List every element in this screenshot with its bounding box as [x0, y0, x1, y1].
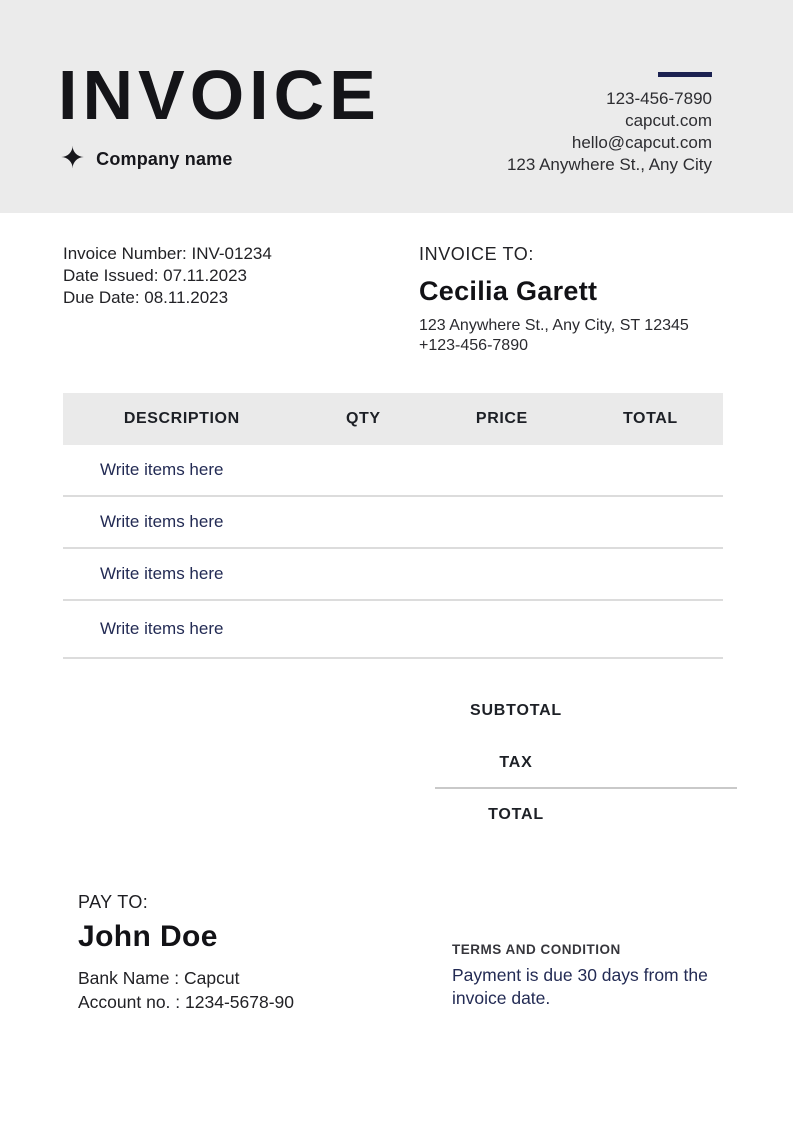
invoice-number-line: Invoice Number: INV-01234	[63, 244, 272, 263]
header-band	[0, 0, 793, 213]
sparkle-icon: ✦	[60, 142, 86, 175]
totals-divider	[435, 787, 737, 789]
client-address-block	[419, 316, 739, 356]
bill-to-block	[419, 244, 739, 356]
table-row[interactable]	[63, 497, 723, 549]
column-description: DESCRIPTION	[123, 410, 240, 427]
items-table-header	[63, 393, 723, 445]
date-issued-line: Date Issued: 07.11.2023	[63, 266, 247, 285]
company-name: Company name	[96, 148, 233, 169]
bill-to-label: INVOICE TO:	[419, 244, 534, 264]
terms-label: TERMS AND CONDITION	[452, 942, 621, 957]
tax-label: TAX	[499, 754, 533, 771]
company-contact-block	[507, 72, 712, 176]
company-email: hello@capcut.com	[571, 133, 712, 152]
terms-text: Payment is due 30 days from the invoice date.	[452, 965, 708, 1008]
terms-block	[452, 942, 734, 1010]
item-placeholder[interactable]: Write items here	[100, 460, 224, 479]
table-row[interactable]	[63, 445, 723, 497]
subtotal-label: SUBTOTAL	[469, 702, 563, 719]
item-placeholder[interactable]: Write items here	[100, 512, 224, 531]
bank-name-line: Bank Name : Capcut	[78, 968, 240, 988]
client-name: Cecilia Garett	[419, 276, 598, 306]
payee-name: John Doe	[78, 920, 218, 953]
invoice-meta-block	[63, 243, 272, 309]
column-price: PRICE	[475, 410, 528, 427]
account-number-line: Account no. : 1234-5678-90	[78, 992, 294, 1012]
table-row[interactable]	[63, 601, 723, 659]
company-row	[60, 144, 233, 174]
company-address: 123 Anywhere St., Any City	[506, 155, 712, 174]
total-label: TOTAL	[488, 806, 544, 823]
company-phone: 123-456-7890	[606, 89, 712, 108]
items-table	[63, 393, 723, 659]
column-total: TOTAL	[622, 410, 678, 427]
invoice-title: INVOICE	[58, 56, 381, 134]
column-qty: QTY	[345, 410, 381, 427]
pay-to-label: PAY TO:	[78, 892, 149, 912]
company-website: capcut.com	[625, 111, 712, 130]
client-address: 123 Anywhere St., Any City, ST 12345	[419, 317, 689, 334]
due-date-line: Due Date: 08.11.2023	[63, 288, 229, 307]
accent-line	[658, 72, 712, 77]
client-phone: +123-456-7890	[419, 337, 528, 354]
pay-to-block	[78, 892, 294, 1014]
item-placeholder[interactable]: Write items here	[100, 564, 224, 583]
item-placeholder[interactable]: Write items here	[100, 619, 224, 638]
table-row[interactable]	[63, 549, 723, 601]
bank-details	[78, 966, 294, 1014]
